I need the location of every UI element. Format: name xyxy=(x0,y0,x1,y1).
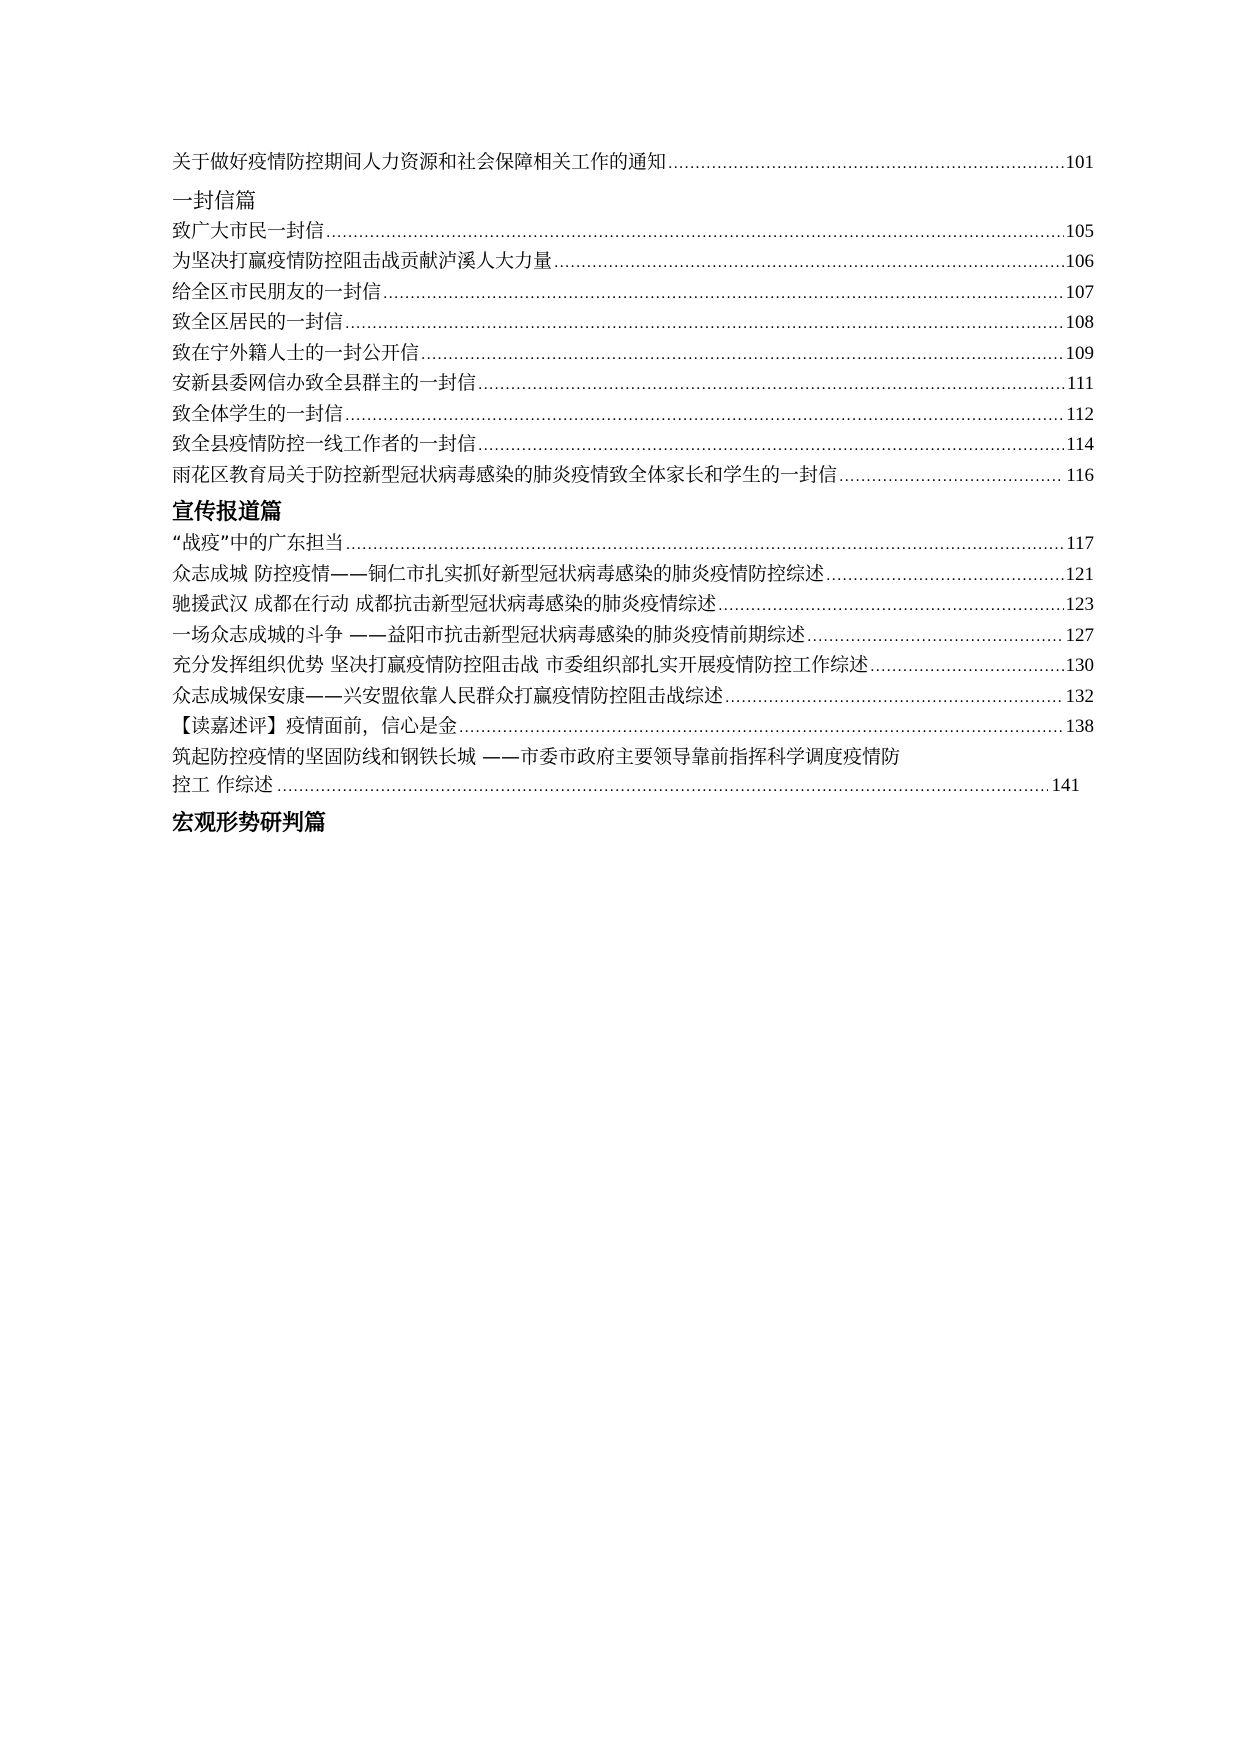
toc-entry[interactable] xyxy=(172,712,1094,743)
toc-entry-title-line1: 筑起防控疫情的坚固防线和钢铁长城 ——市委市政府主要领导靠前指挥科学调度疫情防 xyxy=(172,745,901,768)
toc-entry-title: 众志成城 防控疫情——铜仁市扎实抓好新型冠状病毒感染的肺炎疫情防控综述 xyxy=(172,562,825,585)
toc-entry[interactable] xyxy=(172,247,1094,278)
toc-entry-title: 致在宁外籍人士的一封公开信 xyxy=(172,341,420,364)
toc-page-number: 138 xyxy=(1065,716,1094,737)
toc-page-number: 112 xyxy=(1066,403,1094,425)
toc-page-number: 101 xyxy=(1065,152,1094,173)
toc-page-number: 107 xyxy=(1065,281,1094,303)
toc-entry-title: 众志成城保安康——兴安盟依靠人民群众打赢疫情防控阻击战综述 xyxy=(172,684,724,707)
toc-entry-title: “战疫”中的广东担当 xyxy=(172,532,344,554)
toc-entry-title: 【读嘉述评】疫情面前，信心是金 xyxy=(172,715,458,737)
toc-entry-title: 雨花区教育局关于防控新型冠状病毒感染的肺炎疫情致全体家长和学生的一封信 xyxy=(172,463,838,486)
toc-entry-title-line2-row xyxy=(172,771,1080,802)
toc-dot-leader xyxy=(478,371,1065,400)
toc-entry-title: 致全区居民的一封信 xyxy=(172,311,344,333)
toc-entry[interactable] xyxy=(172,461,1094,492)
section-letters-list xyxy=(172,217,1094,492)
toc-entry-title: 一场众志成城的斗争 ——益阳市抗击新型冠状病毒感染的肺炎疫情前期综述 xyxy=(172,623,806,646)
toc-dot-leader xyxy=(346,531,1065,560)
toc-entry-title: 致全体学生的一封信 xyxy=(172,402,344,425)
toc-entry-title: 充分发挥组织优势 坚决打赢疫情防控阻击战 市委组织部扎实开展疫情防控工作综述 xyxy=(172,654,869,676)
toc-entry-title: 致全县疫情防控一线工作者的一封信 xyxy=(172,433,477,455)
toc-entry[interactable] xyxy=(172,590,1094,621)
toc-page-number: 121 xyxy=(1065,563,1094,585)
toc-page-number: 111 xyxy=(1066,373,1094,394)
toc-dot-leader xyxy=(383,280,1063,309)
toc-dot-leader xyxy=(345,310,1063,339)
toc-dot-leader xyxy=(326,219,1063,248)
toc-page-number: 123 xyxy=(1065,594,1094,615)
toc-page-number: 105 xyxy=(1065,220,1094,242)
toc-page-number: 108 xyxy=(1065,312,1094,333)
toc-entry[interactable] xyxy=(172,278,1094,309)
toc-page-number: 141 xyxy=(1051,775,1080,796)
toc-entry-title: 给全区市民朋友的一封信 xyxy=(172,280,382,303)
toc-entry-title: 致广大市民一封信 xyxy=(172,219,325,242)
toc-entry-wrapped[interactable] xyxy=(172,743,1080,802)
toc-page-number: 127 xyxy=(1065,624,1094,646)
toc-dot-leader xyxy=(668,150,1063,179)
toc-entry[interactable] xyxy=(172,430,1094,461)
toc-dot-leader xyxy=(725,684,1063,713)
toc-entry[interactable] xyxy=(172,621,1094,652)
toc-entry-title: 驰援武汉 成都在行动 成都抗击新型冠状病毒感染的肺炎疫情综述 xyxy=(172,593,717,615)
toc-dot-leader xyxy=(718,592,1063,621)
toc-entry[interactable] xyxy=(172,369,1094,400)
toc-dot-leader xyxy=(459,714,1063,743)
toc-dot-leader xyxy=(807,623,1063,652)
section-reports-list xyxy=(172,529,1094,802)
toc-entry[interactable] xyxy=(172,217,1094,248)
toc-entry[interactable] xyxy=(172,560,1094,591)
toc-entry[interactable] xyxy=(172,339,1094,370)
table-of-contents xyxy=(172,148,1094,840)
toc-page-number: 114 xyxy=(1066,434,1094,455)
section-heading-letters: 一封信篇 xyxy=(172,188,256,213)
toc-entry[interactable] xyxy=(172,148,1094,179)
toc-entry[interactable] xyxy=(172,651,1094,682)
section-heading-macro: 宏观形势研判篇 xyxy=(172,810,327,836)
toc-entry-title: 安新县委网信办致全县群主的一封信 xyxy=(172,372,477,394)
toc-entry[interactable] xyxy=(172,682,1094,713)
toc-page-number: 116 xyxy=(1066,464,1094,486)
toc-entry[interactable] xyxy=(172,529,1094,560)
toc-page-number: 109 xyxy=(1065,342,1094,364)
toc-dot-leader xyxy=(870,653,1063,682)
toc-dot-leader xyxy=(839,463,1064,492)
toc-dot-leader xyxy=(478,432,1064,461)
toc-entry-title-line2: 控工 作综述 xyxy=(172,774,274,796)
toc-dot-leader xyxy=(421,341,1063,370)
toc-entry[interactable] xyxy=(172,400,1094,431)
toc-dot-leader xyxy=(554,249,1063,278)
toc-entry-title: 关于做好疫情防控期间人力资源和社会保障相关工作的通知 xyxy=(172,151,667,173)
toc-page-number: 117 xyxy=(1066,533,1094,554)
toc-page-number: 132 xyxy=(1065,685,1094,707)
toc-entry-title: 为坚决打赢疫情防控阻击战贡献泸溪人大力量 xyxy=(172,250,553,272)
toc-dot-leader xyxy=(345,402,1064,431)
toc-entry[interactable] xyxy=(172,308,1094,339)
toc-page-number: 130 xyxy=(1065,655,1094,676)
toc-dot-leader xyxy=(277,773,1047,802)
toc-page-number: 106 xyxy=(1065,251,1094,272)
toc-dot-leader xyxy=(826,562,1063,591)
section-heading-reports: 宣传报道篇 xyxy=(172,500,283,525)
